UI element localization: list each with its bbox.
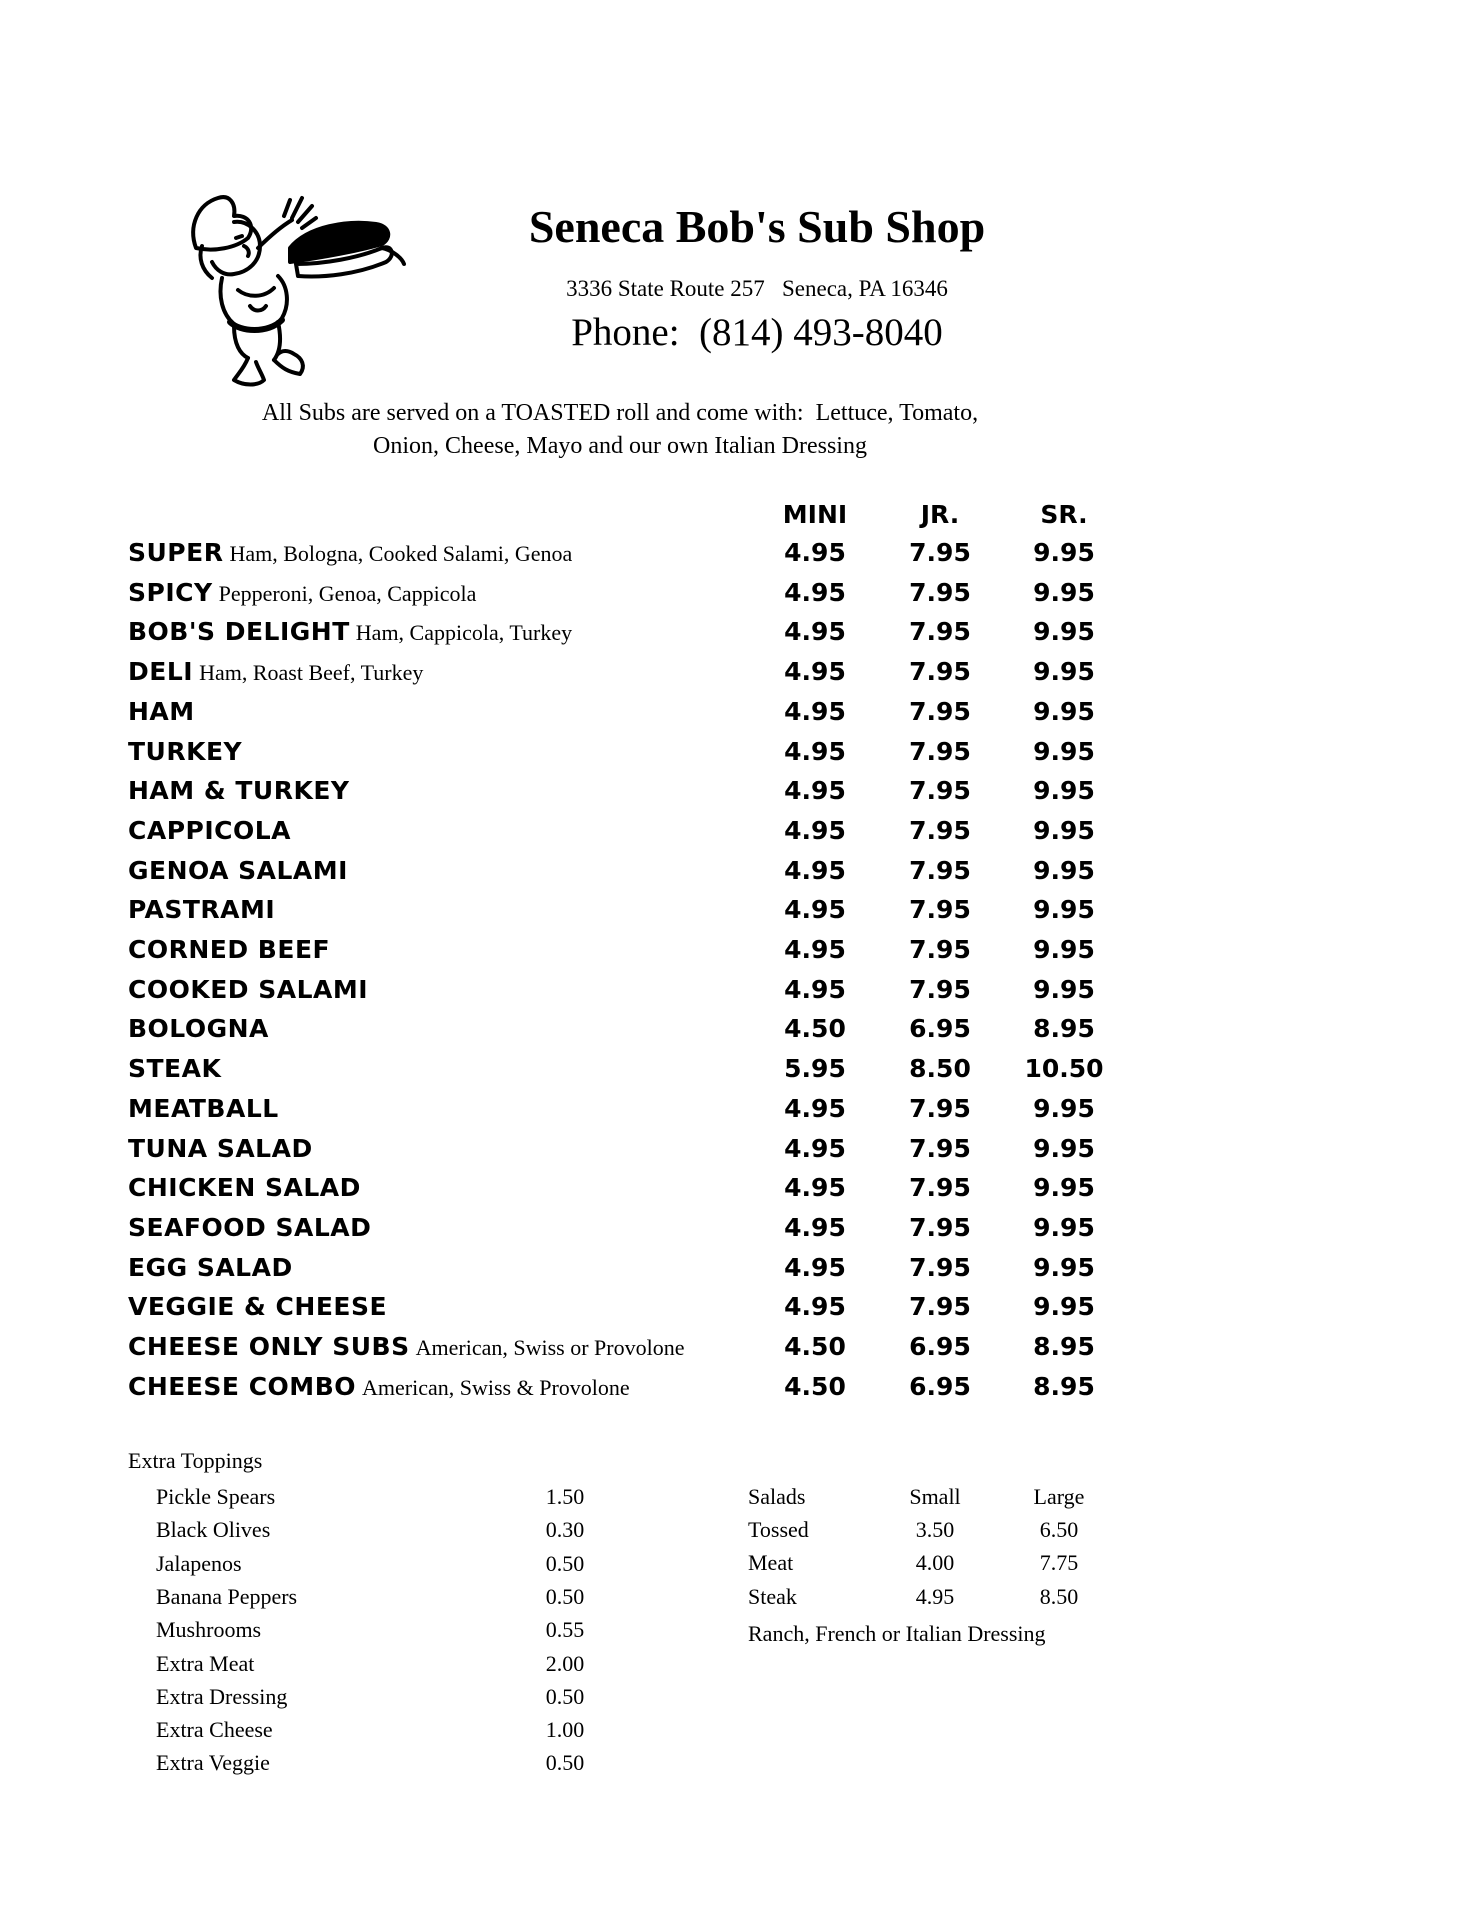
price-jr: 7.95 — [909, 1133, 971, 1163]
price-sr: 9.95 — [1033, 1252, 1095, 1282]
item-name: MEATBALL — [128, 1093, 279, 1123]
menu-item — [128, 1134, 319, 1163]
price-jr: 7.95 — [909, 1093, 971, 1123]
menu-row — [0, 1054, 1484, 1094]
price-mini: 4.95 — [784, 935, 846, 964]
price-sr: 8.95 — [1033, 1014, 1095, 1044]
column-header-mini: MINI — [782, 500, 848, 529]
intro-line: Onion, Cheese, Mayo and our own Italian Dressing — [373, 433, 867, 459]
menu-row — [0, 816, 1484, 856]
price-mini: 4.95 — [784, 1292, 846, 1322]
menu-item — [128, 776, 356, 805]
price-mini: 4.95 — [784, 855, 846, 885]
price-mini: 4.95 — [784, 1093, 846, 1123]
price-sr: 9.95 — [1033, 815, 1095, 845]
price-sr: 9.95 — [1033, 1173, 1095, 1203]
price-jr: 7.95 — [909, 577, 971, 607]
item-name: SUPER — [128, 538, 224, 567]
item-name: COOKED SALAMI — [128, 974, 369, 1004]
item-name: DELI — [128, 657, 194, 687]
price-sr: 9.95 — [1033, 776, 1095, 806]
topping-price: 1.00 — [545, 1717, 585, 1743]
price-jr: 7.95 — [909, 815, 971, 845]
price-mini: 4.95 — [784, 1212, 846, 1242]
menu-row — [0, 1173, 1484, 1213]
item-name: EGG SALAD — [128, 1252, 293, 1282]
menu-item — [128, 1332, 684, 1361]
menu-row — [0, 1213, 1484, 1253]
price-jr: 7.95 — [909, 855, 971, 885]
price-jr: 7.95 — [909, 736, 971, 766]
item-name: VEGGIE & CHEESE — [128, 1292, 388, 1322]
topping-price: 0.50 — [545, 1550, 585, 1576]
menu-row — [0, 617, 1484, 657]
menu-row — [0, 1372, 1484, 1412]
price-jr: 6.95 — [909, 1332, 971, 1361]
menu-item — [128, 1292, 393, 1321]
topping-name: Extra Cheese — [156, 1717, 273, 1743]
item-name: BOLOGNA — [128, 1014, 269, 1044]
price-mini: 4.95 — [784, 657, 846, 687]
menu-item — [128, 1054, 227, 1083]
salad-large-price: 7.75 — [1039, 1550, 1079, 1576]
item-name: HAM — [128, 696, 195, 726]
price-mini: 4.50 — [784, 1332, 846, 1361]
item-name: STEAK — [128, 1054, 222, 1084]
menu-row — [0, 935, 1484, 975]
menu-item — [128, 697, 201, 726]
menu-row — [0, 657, 1484, 697]
intro-text — [0, 397, 1240, 463]
price-sr: 9.95 — [1033, 736, 1095, 766]
menu-row — [0, 895, 1484, 935]
menu-item — [128, 816, 297, 845]
price-sr: 9.95 — [1033, 855, 1095, 885]
menu-row — [0, 975, 1484, 1015]
intro-line: All Subs are served on a TOASTED roll and come with: Lettuce, Tomato, — [261, 400, 979, 426]
price-jr: 7.95 — [909, 974, 971, 1004]
price-sr: 9.95 — [1033, 696, 1095, 726]
price-mini: 4.50 — [784, 1371, 846, 1401]
item-name: CHEESE COMBO — [128, 1371, 356, 1401]
item-name: PASTRAMI — [128, 895, 276, 925]
item-name: CHICKEN SALAD — [128, 1173, 361, 1203]
price-jr: 7.95 — [909, 776, 971, 806]
price-sr: 9.95 — [1033, 1212, 1095, 1242]
price-sr: 9.95 — [1033, 577, 1095, 607]
menu-item — [128, 1014, 275, 1043]
topping-name: Banana Peppers — [156, 1583, 298, 1609]
salad-name: Tossed — [748, 1517, 809, 1542]
salad-row — [0, 1584, 1200, 1614]
price-mini: 5.95 — [784, 1054, 846, 1084]
item-name: HAM & TURKEY — [128, 776, 350, 806]
menu-item — [128, 1253, 299, 1282]
dressing-options: Ranch, French or Italian Dressing — [748, 1621, 1046, 1646]
topping-row — [0, 1684, 700, 1714]
price-mini: 4.95 — [784, 895, 846, 925]
item-description: Ham, Cappicola, Turkey — [355, 620, 573, 646]
price-sr: 9.95 — [1033, 1292, 1095, 1322]
menu-item — [128, 737, 248, 766]
topping-name: Extra Dressing — [156, 1683, 288, 1709]
topping-row — [0, 1651, 700, 1681]
menu-row — [0, 578, 1484, 618]
price-sr: 9.95 — [1033, 538, 1095, 567]
item-description: Ham, Bologna, Cooked Salami, Genoa — [229, 541, 573, 566]
price-mini: 4.95 — [784, 736, 846, 766]
topping-price: 0.50 — [545, 1583, 585, 1609]
topping-price: 2.00 — [545, 1650, 585, 1676]
price-sr: 8.95 — [1033, 1371, 1095, 1401]
menu-item — [128, 1213, 377, 1242]
item-name: CHEESE ONLY SUBS — [128, 1332, 410, 1361]
topping-price: 1.50 — [545, 1484, 585, 1509]
price-sr: 9.95 — [1033, 935, 1095, 964]
shop-address: 3336 State Route 257 Seneca, PA 16346 — [566, 276, 948, 301]
price-mini: 4.95 — [784, 1252, 846, 1282]
menu-row — [0, 1134, 1484, 1174]
menu-row — [0, 1094, 1484, 1134]
price-jr: 7.95 — [909, 1173, 971, 1203]
salad-large-price: 8.50 — [1039, 1583, 1079, 1609]
price-sr: 9.95 — [1033, 974, 1095, 1004]
extra-toppings-label: Extra Toppings — [128, 1448, 263, 1473]
topping-price: 0.30 — [545, 1517, 585, 1543]
item-name: BOB'S DELIGHT — [128, 617, 350, 647]
price-jr: 8.50 — [909, 1054, 971, 1084]
price-mini: 4.95 — [784, 1173, 846, 1203]
price-mini: 4.95 — [784, 696, 846, 726]
item-name: CORNED BEEF — [128, 935, 331, 964]
menu-row — [0, 1292, 1484, 1332]
salad-row — [0, 1550, 1200, 1580]
price-mini: 4.50 — [784, 1014, 846, 1044]
menu-row — [0, 776, 1484, 816]
topping-name: Pickle Spears — [156, 1484, 276, 1509]
salads-header-row — [0, 1484, 1200, 1514]
price-jr: 7.95 — [909, 617, 971, 647]
menu-row — [0, 1014, 1484, 1054]
menu-item — [128, 657, 423, 686]
price-mini: 4.95 — [784, 776, 846, 806]
salads-large-header: Large — [1033, 1484, 1085, 1509]
price-sr: 9.95 — [1033, 1133, 1095, 1163]
menu-item — [128, 856, 354, 885]
topping-name: Extra Veggie — [156, 1750, 270, 1776]
item-name: CAPPICOLA — [128, 815, 292, 845]
price-mini: 4.95 — [784, 617, 846, 647]
menu-item — [128, 1094, 285, 1123]
price-sr: 9.95 — [1033, 895, 1095, 925]
menu-item — [128, 578, 476, 607]
price-mini: 4.95 — [784, 974, 846, 1004]
menu-item — [128, 895, 281, 924]
price-sr: 9.95 — [1033, 1093, 1095, 1123]
item-description: Pepperoni, Genoa, Cappicola — [218, 580, 477, 606]
price-sr: 9.95 — [1033, 617, 1095, 647]
item-description: American, Swiss or Provolone — [415, 1335, 685, 1360]
price-mini: 4.95 — [784, 577, 846, 607]
topping-price: 0.50 — [545, 1750, 585, 1776]
menu-item — [128, 617, 572, 646]
price-jr: 7.95 — [909, 935, 971, 964]
price-jr: 7.95 — [909, 1292, 971, 1322]
salad-small-price: 3.50 — [915, 1517, 955, 1542]
price-sr: 10.50 — [1024, 1054, 1104, 1084]
price-jr: 7.95 — [909, 1212, 971, 1242]
price-mini: 4.95 — [784, 815, 846, 845]
menu-item — [128, 975, 374, 1004]
menu-item — [128, 935, 336, 964]
menu-row — [0, 1332, 1484, 1372]
price-sr: 9.95 — [1033, 657, 1095, 687]
column-header-sr: SR. — [1040, 500, 1088, 529]
topping-name: Mushrooms — [156, 1617, 262, 1643]
price-mini: 4.95 — [784, 1133, 846, 1163]
item-description: American, Swiss & Provolone — [362, 1374, 630, 1400]
topping-name: Black Olives — [156, 1517, 271, 1543]
menu-item — [128, 1173, 367, 1202]
shop-phone: Phone: (814) 493-8040 — [571, 311, 943, 354]
item-name: SPICY — [128, 577, 213, 607]
salad-name: Steak — [748, 1583, 797, 1609]
salad-row — [0, 1517, 1200, 1547]
price-jr: 6.95 — [909, 1371, 971, 1401]
item-name: SEAFOOD SALAD — [128, 1212, 372, 1242]
price-sr: 8.95 — [1033, 1332, 1095, 1361]
salads-label: Salads — [748, 1484, 806, 1509]
menu-item — [128, 538, 572, 567]
salad-small-price: 4.95 — [915, 1583, 955, 1609]
page-title: Seneca Bob's Sub Shop — [528, 201, 986, 252]
menu-row — [0, 697, 1484, 737]
topping-name: Jalapenos — [156, 1550, 242, 1576]
price-jr: 7.95 — [909, 657, 971, 687]
price-jr: 6.95 — [909, 1014, 971, 1044]
menu-item — [128, 1372, 630, 1401]
price-mini: 4.95 — [784, 538, 846, 567]
column-header-jr: JR. — [920, 500, 960, 529]
menu-row — [0, 737, 1484, 777]
topping-row — [0, 1717, 700, 1747]
topping-price: 0.55 — [545, 1617, 585, 1643]
topping-row — [0, 1617, 700, 1647]
topping-name: Extra Meat — [156, 1650, 255, 1676]
item-name: TURKEY — [128, 736, 243, 766]
salad-large-price: 6.50 — [1039, 1517, 1079, 1542]
salad-small-price: 4.00 — [915, 1550, 955, 1576]
price-column-headers — [0, 500, 1484, 540]
price-jr: 7.95 — [909, 538, 971, 567]
salads-small-header: Small — [909, 1484, 961, 1509]
menu-row — [0, 1253, 1484, 1293]
menu-row — [0, 538, 1484, 578]
price-jr: 7.95 — [909, 696, 971, 726]
price-jr: 7.95 — [909, 895, 971, 925]
item-name: GENOA SALAMI — [128, 855, 348, 885]
item-name: TUNA SALAD — [128, 1133, 313, 1163]
menu-row — [0, 856, 1484, 896]
salad-name: Meat — [748, 1550, 794, 1576]
price-jr: 7.95 — [909, 1252, 971, 1282]
topping-row — [0, 1750, 700, 1780]
item-description: Ham, Roast Beef, Turkey — [199, 660, 424, 686]
topping-price: 0.50 — [545, 1683, 585, 1709]
